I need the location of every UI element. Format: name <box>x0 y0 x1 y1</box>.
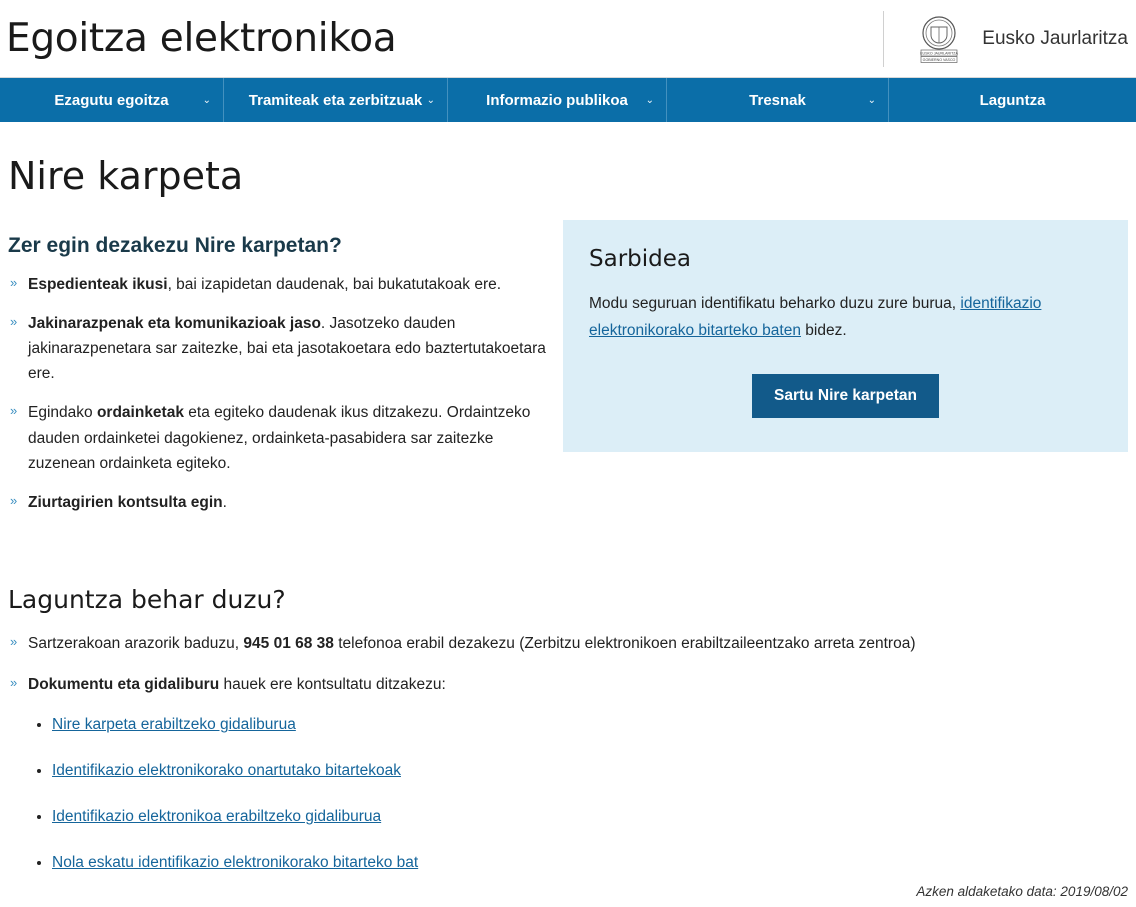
chevron-down-icon: ⌄ <box>202 94 211 106</box>
help-text: hauek ere kontsultatu ditzakezu: <box>219 675 446 693</box>
list-item <box>8 400 555 475</box>
sarbidea-title: Sarbidea <box>589 246 691 272</box>
nav-item-tramiteak-eta-zerbitzuak[interactable] <box>224 78 448 122</box>
list-item <box>52 805 1128 830</box>
sarbidea-text-after: bidez. <box>800 322 847 340</box>
left-column <box>8 220 555 529</box>
chevron-down-icon: ⌄ <box>645 94 654 106</box>
nav-label: Tresnak <box>749 91 806 109</box>
page-title: Nire karpeta <box>8 154 244 198</box>
help-section <box>8 585 1128 876</box>
help-title: Laguntza behar duzu? <box>8 584 286 614</box>
identifikazio-link[interactable]: identifikazio elektronikorako bitarteko baten <box>589 295 1042 340</box>
chevron-down-icon: ⌄ <box>426 94 435 106</box>
government-crest-icon <box>910 12 968 66</box>
nav-label: Tramiteak eta zerbitzuak <box>248 91 423 109</box>
site-title: Egoitza elektronikoa <box>6 16 397 61</box>
section-title: Zer egin dezakezu Nire karpetan? <box>8 234 342 257</box>
nav-label: Laguntza <box>979 91 1046 109</box>
doc-link-onartutako-bitartekoak[interactable]: Identifikazio elektronikorako onartutako bitartekoak <box>52 762 401 780</box>
list-item-text: . <box>222 493 227 511</box>
chevron-down-icon: ⌄ <box>867 94 876 106</box>
list-item <box>8 272 555 297</box>
brand-name: Eusko Jaurlaritza <box>982 27 1128 49</box>
sarbidea-button-wrap <box>589 374 1102 418</box>
brand-block <box>883 11 1128 67</box>
list-item-prefix: Egindako <box>28 404 97 422</box>
nav-label: Informazio publikoa <box>486 91 628 109</box>
last-update-date: Azken aldaketako data: 2019/08/02 <box>916 884 1128 899</box>
list-item-text: . Jasotzeko dauden jakinarazpenetara sar zaitezke, bai eta jasotakoetara edo baztertutakoetara ere. <box>28 315 546 383</box>
list-item <box>8 490 555 515</box>
sartu-nire-karpetan-button[interactable]: Sartu Nire karpetan <box>752 374 939 418</box>
svg-text:GOBIERNO VASCO: GOBIERNO VASCO <box>922 57 956 62</box>
nav-item-ezagutu-egoitza[interactable] <box>0 78 224 122</box>
sarbidea-description <box>589 290 1102 344</box>
list-item <box>8 632 1128 657</box>
document-links-list <box>52 713 1128 875</box>
list-item-strong: ordainketak <box>96 404 184 422</box>
site-header <box>0 0 1136 78</box>
sarbidea-text-before: Modu seguruan identifikatu beharko duzu zure burua, <box>589 295 961 312</box>
nav-label: Ezagutu egoitza <box>54 91 169 109</box>
help-list <box>8 632 1128 876</box>
list-item-strong: Ziurtagirien kontsulta egin <box>28 493 223 511</box>
sarbidea-panel <box>563 220 1128 452</box>
nav-item-laguntza[interactable] <box>889 78 1136 122</box>
content-columns <box>8 220 1128 529</box>
doc-link-nola-eskatu-bitartekoa[interactable]: Nola eskatu identifikazio elektronikorako bitarteko bat <box>52 853 419 871</box>
list-item <box>52 759 1128 784</box>
support-phone-number: 945 01 68 38 <box>243 634 334 652</box>
list-item <box>8 673 1128 876</box>
list-item <box>52 713 1128 738</box>
list-item-strong: Espedienteak ikusi <box>28 276 168 293</box>
nav-item-informazio-publikoa[interactable] <box>448 78 667 122</box>
feature-list <box>8 272 555 515</box>
list-item <box>8 311 555 386</box>
main-content <box>0 154 1136 876</box>
help-text-post: telefonoa erabil dezakezu (Zerbitzu elektronikoen erabiltzaileentzako arreta zentroa) <box>333 634 916 652</box>
list-item <box>52 851 1128 876</box>
doc-link-nire-karpeta-gidaliburua[interactable]: Nire karpeta erabiltzeko gidaliburua <box>52 716 296 734</box>
doc-link-erabiltzeko-gidaliburua[interactable]: Identifikazio elektronikoa erabiltzeko gidaliburua <box>52 808 382 826</box>
list-item-text: eta egiteko daudenak ikus ditzakezu. Ordaintzeko dauden ordainketei dagokienez, ordainketa-pasabidera sar zaitezke zuzenean ordainketa egiteko. <box>28 404 531 472</box>
help-text-pre: Sartzerakoan arazorik baduzu, <box>28 634 244 652</box>
list-item-text: , bai izapidetan daudenak, bai bukatutakoak ere. <box>167 276 502 293</box>
right-column <box>563 220 1128 452</box>
nav-item-tresnak[interactable] <box>667 78 889 122</box>
list-item-strong: Jakinarazpenak eta komunikazioak jaso <box>28 315 321 333</box>
main-navigation <box>0 78 1136 122</box>
help-text-strong: Dokumentu eta gidaliburu <box>28 675 220 693</box>
svg-text:EUSKO JAURLARITZA: EUSKO JAURLARITZA <box>920 51 959 56</box>
